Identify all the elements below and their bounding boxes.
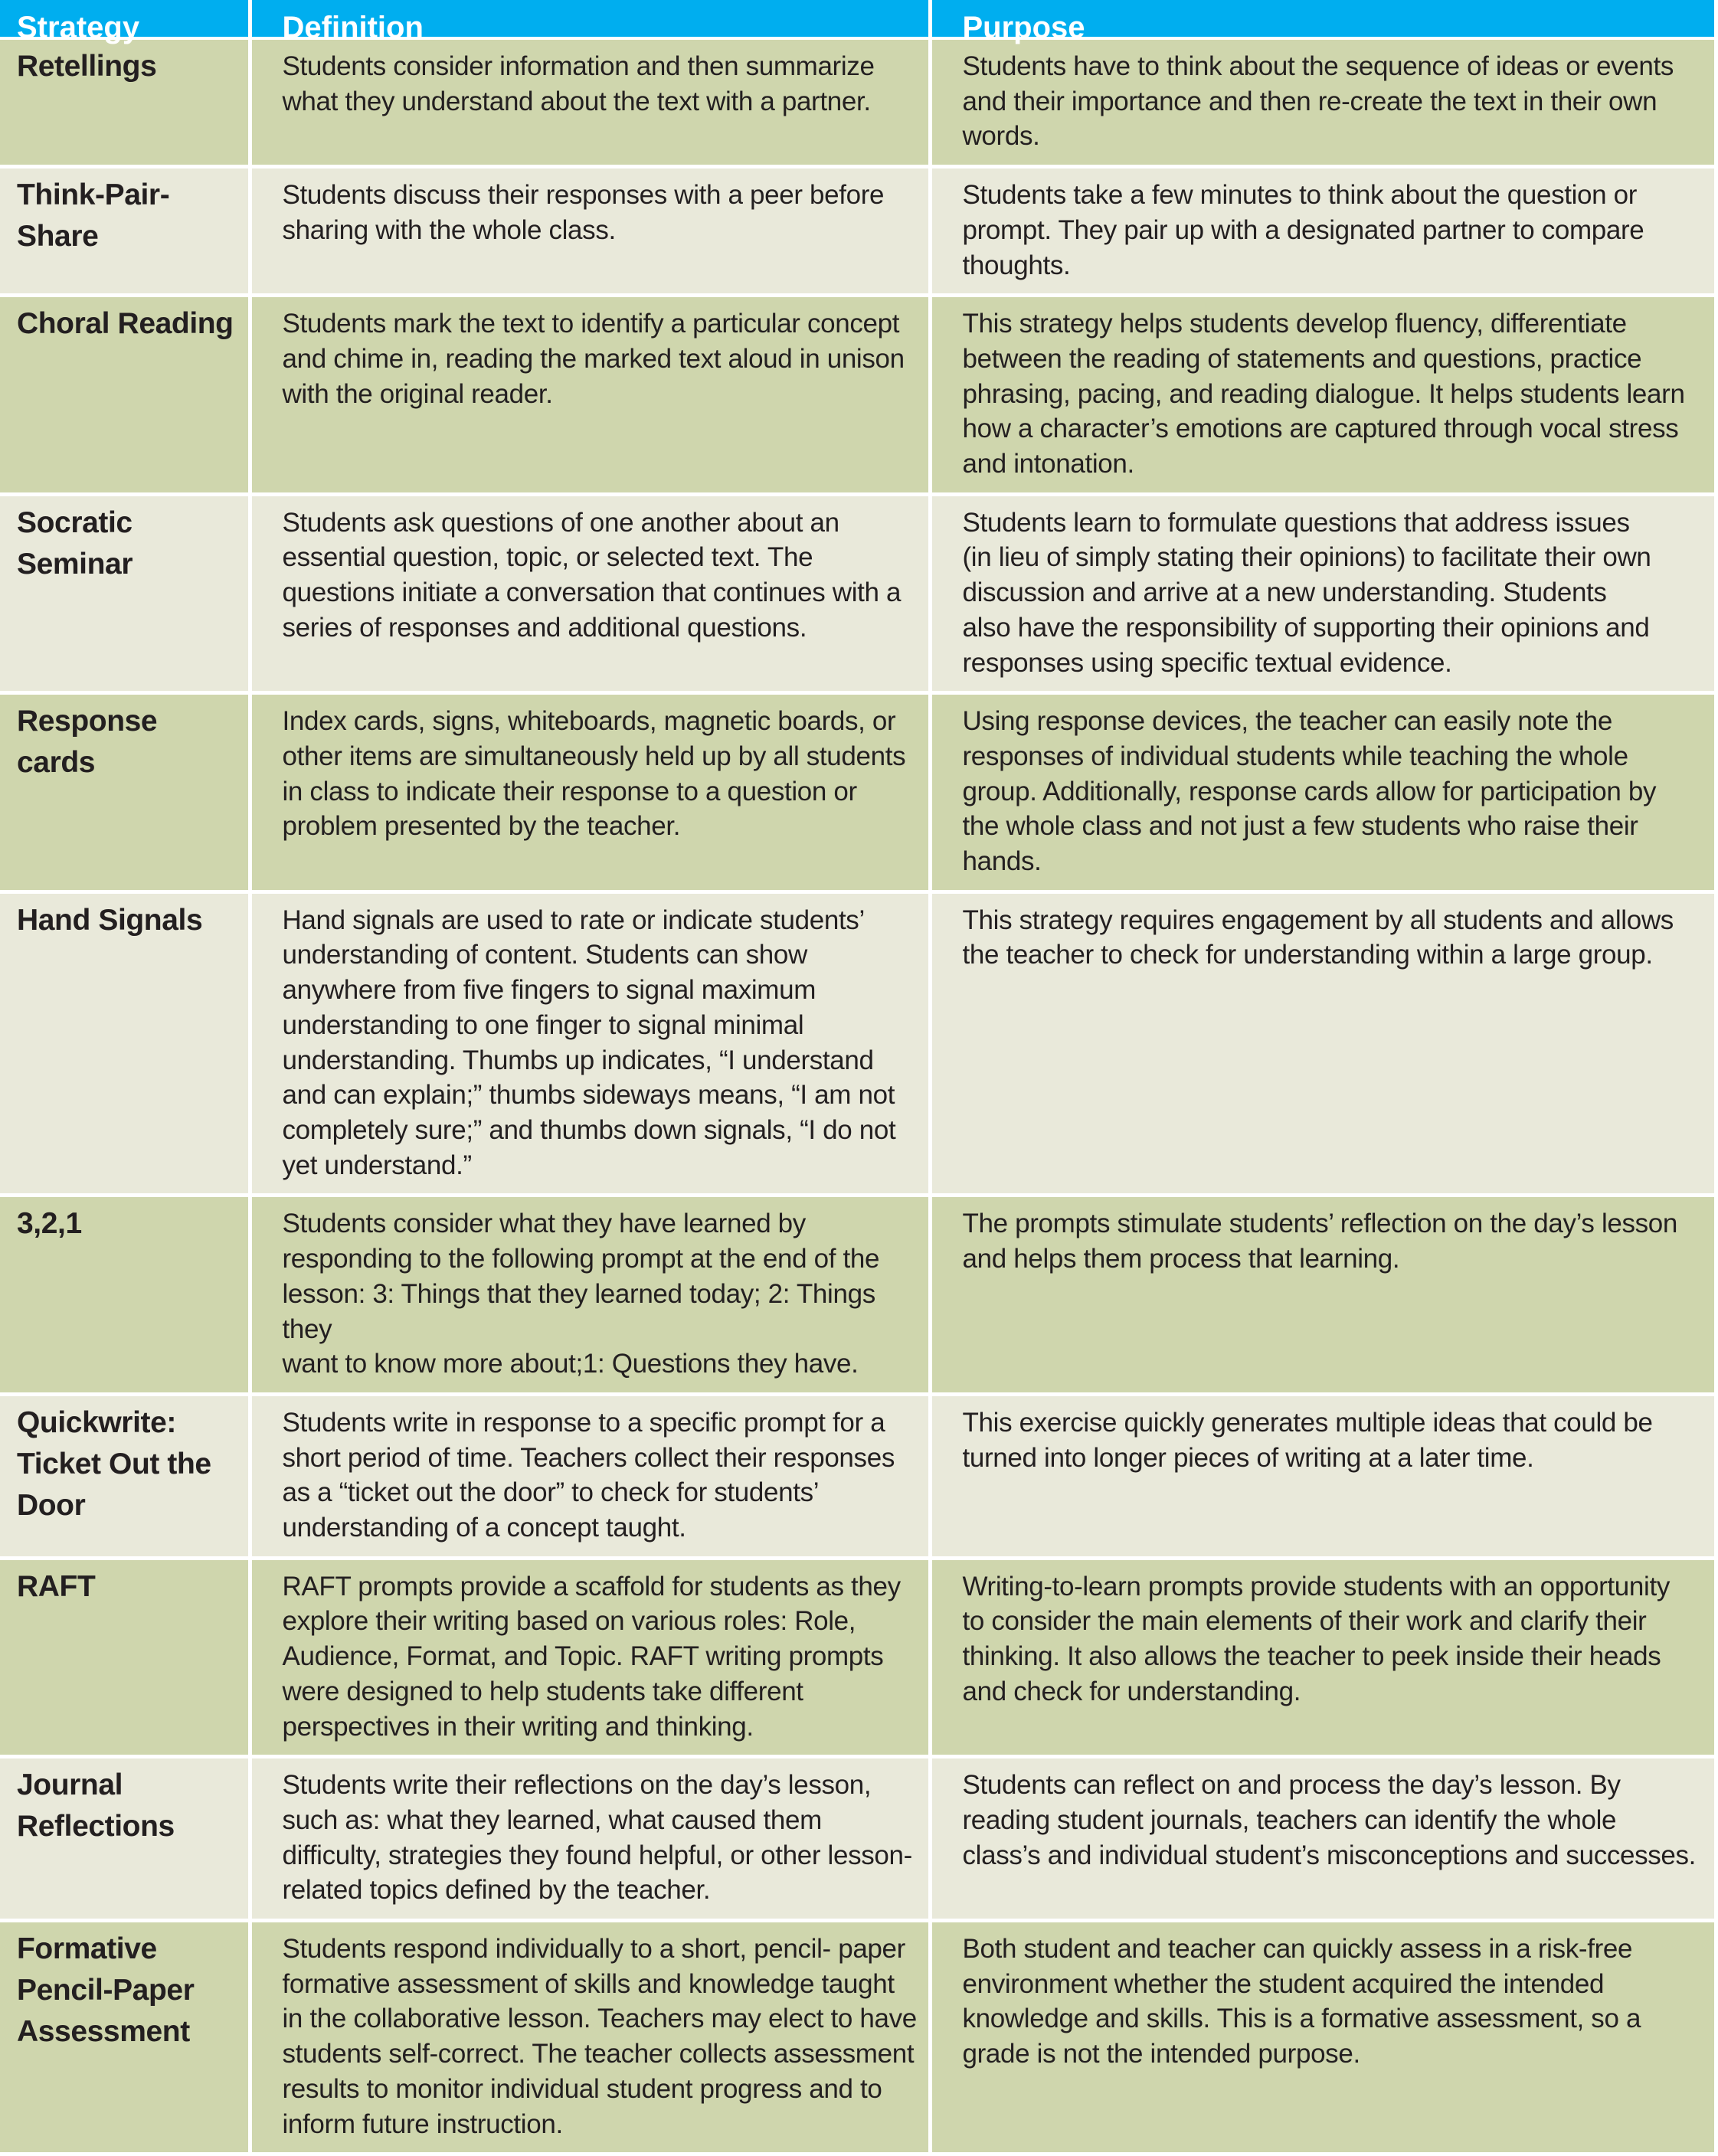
table-row	[0, 38, 1716, 167]
definition-cell	[250, 494, 930, 693]
definition-text-line: completely sure;” and thumbs down signals, “I do not	[282, 1114, 896, 1145]
strategy-text-line: Response	[17, 705, 158, 738]
table-row	[0, 1394, 1716, 1558]
strategy-text-line: Reflections	[17, 1810, 175, 1844]
definition-text-line: explore their writing based on various roles: Role,	[282, 1606, 856, 1637]
definition-text-line: Students respond individually to a short, pencil- paper	[282, 1934, 905, 1965]
table-body	[0, 38, 1716, 2154]
purpose-text-line: how a character’s emotions are captured through vocal stress	[962, 414, 1679, 444]
definition-text-line: Students discuss their responses with a peer before	[282, 180, 885, 211]
definition-cell	[250, 693, 930, 892]
definition-text-line: Students write their reflections on the day’s lesson,	[282, 1770, 872, 1801]
definition-cell	[250, 1558, 930, 1757]
definition-text-line: Students write in response to a specific prompt for a	[282, 1407, 885, 1438]
definition-text-line: what they understand about the text with a partner.	[282, 86, 871, 116]
table-row	[0, 1558, 1716, 1757]
definition-text-line: questions initiate a conversation that continues with a	[282, 577, 902, 608]
table-row	[0, 167, 1716, 296]
purpose-text-line: reading student journals, teachers can identify the whole	[962, 1804, 1617, 1835]
purpose-text-line: This strategy helps students develop fluency, differentiate	[962, 309, 1627, 339]
definition-text-line: yet understand.”	[282, 1150, 472, 1180]
purpose-cell	[930, 167, 1716, 296]
header-purpose: Purpose	[930, 0, 1716, 38]
strategy-cell	[0, 1196, 250, 1395]
table-header-row	[0, 0, 1716, 38]
definition-cell	[250, 296, 930, 495]
strategy-text-line: RAFT	[17, 1569, 96, 1603]
purpose-text-line: turned into longer pieces of writing at a later time.	[962, 1442, 1534, 1473]
definition-text-line: responding to the following prompt at the end of the	[282, 1244, 880, 1274]
purpose-text-line: thinking. It also allows the teacher to peek inside their heads	[962, 1641, 1661, 1672]
strategy-cell	[0, 296, 250, 495]
strategy-text-line: 3,2,1	[17, 1207, 82, 1241]
strategy-text-line: Socratic	[17, 505, 133, 539]
definition-cell	[250, 1394, 930, 1558]
strategy-text-line: Hand Signals	[17, 903, 203, 937]
definition-text-line: anywhere from five fingers to signal maximum	[282, 975, 816, 1006]
purpose-text-line: This exercise quickly generates multiple ideas that could be	[962, 1407, 1653, 1438]
header-definition: Definition	[250, 0, 930, 38]
strategy-text-line: Retellings	[17, 50, 157, 83]
definition-text-line: Students ask questions of one another about an	[282, 507, 839, 538]
header-strategy: Strategy	[0, 0, 250, 38]
strategy-cell	[0, 1921, 250, 2154]
definition-text-line: understanding of content. Students can show	[282, 940, 807, 970]
strategy-text-line: Assessment	[17, 2015, 190, 2049]
strategy-cell	[0, 892, 250, 1196]
strategy-cell	[0, 693, 250, 892]
definition-text-line: students self-correct. The teacher collects assessment	[282, 2039, 915, 2069]
definition-text-line: such as: what they learned, what caused them	[282, 1804, 822, 1835]
purpose-text-line: hands.	[962, 846, 1042, 877]
purpose-text-line: and helps them process that learning.	[962, 1244, 1400, 1274]
purpose-text-line: The prompts stimulate students’ reflection on the day’s lesson	[962, 1209, 1678, 1239]
purpose-cell	[930, 1757, 1716, 1921]
definition-text-line: sharing with the whole class.	[282, 214, 616, 245]
purpose-text-line: responses using specific textual evidence.	[962, 647, 1452, 678]
purpose-cell	[930, 1196, 1716, 1395]
purpose-text-line: Students can reflect on and process the day’s lesson. By	[962, 1770, 1621, 1801]
definition-text-line: related topics defined by the teacher.	[282, 1875, 711, 1906]
strategy-text-line: cards	[17, 746, 96, 780]
definition-text-line: understanding of a concept taught.	[282, 1513, 686, 1543]
definition-text-line: and chime in, reading the marked text aloud in unison	[282, 343, 905, 374]
purpose-cell	[930, 693, 1716, 892]
definition-text-line: inform future instruction.	[282, 2109, 563, 2139]
definition-text-line: other items are simultaneously held up by all students	[282, 741, 906, 771]
definition-text-line: Students consider information and then summarize	[282, 51, 875, 81]
table-row	[0, 1196, 1716, 1395]
strategy-text-line: Journal	[17, 1768, 123, 1802]
definition-text-line: understanding to one finger to signal minimal	[282, 1009, 804, 1040]
purpose-text-line: Students have to think about the sequence of ideas or events	[962, 51, 1674, 81]
purpose-cell	[930, 1558, 1716, 1757]
definition-text-line: results to monitor individual student progress and to	[282, 2073, 882, 2104]
purpose-text-line: to consider the main elements of their work and clarify their	[962, 1606, 1647, 1637]
purpose-text-line: words.	[962, 121, 1040, 152]
purpose-text-line: group. Additionally, response cards allow for participation by	[962, 776, 1657, 806]
strategy-cell	[0, 38, 250, 167]
definition-text-line: understanding. Thumbs up indicates, “I understand	[282, 1045, 874, 1075]
strategy-text-line: Share	[17, 220, 99, 254]
purpose-text-line: responses of individual students while teaching the whole	[962, 741, 1628, 771]
purpose-text-line: thoughts.	[962, 250, 1071, 280]
definition-text-line: lesson: 3: Things that they learned today; 2: Things they	[282, 1278, 875, 1344]
definition-text-line: and can explain;” thumbs sideways means, “I am not	[282, 1080, 895, 1111]
strategy-cell	[0, 1757, 250, 1921]
strategy-text-line: Quickwrite:	[17, 1405, 176, 1439]
strategy-text-line: Formative	[17, 1932, 157, 1966]
table-row	[0, 296, 1716, 495]
definition-text-line: perspectives in their writing and thinking.	[282, 1711, 754, 1742]
purpose-text-line: and check for understanding.	[962, 1676, 1301, 1706]
table-row	[0, 1757, 1716, 1921]
table-row	[0, 494, 1716, 693]
purpose-cell	[930, 1394, 1716, 1558]
purpose-cell	[930, 1921, 1716, 2154]
table-row	[0, 1921, 1716, 2154]
strategy-text-line: Door	[17, 1488, 86, 1522]
purpose-text-line: This strategy requires engagement by all students and allows	[962, 905, 1674, 935]
strategy-cell	[0, 494, 250, 693]
definition-text-line: in class to indicate their response to a question or	[282, 776, 857, 806]
strategy-cell	[0, 1558, 250, 1757]
definition-text-line: Hand signals are used to rate or indicate students’	[282, 905, 865, 935]
purpose-text-line: prompt. They pair up with a designated partner to compare	[962, 214, 1644, 245]
table-row	[0, 693, 1716, 892]
purpose-text-line: and their importance and then re-create the text in their own	[962, 86, 1657, 116]
purpose-cell	[930, 892, 1716, 1196]
definition-cell	[250, 167, 930, 296]
strategy-text-line: Pencil-Paper	[17, 1974, 195, 2007]
purpose-text-line: grade is not the intended purpose.	[962, 2039, 1360, 2069]
purpose-text-line: (in lieu of simply stating their opinions) to facilitate their own	[962, 542, 1651, 573]
strategy-text-line: Seminar	[17, 547, 133, 581]
definition-text-line: RAFT prompts provide a scaffold for students as they	[282, 1571, 901, 1601]
purpose-text-line: the whole class and not just a few students who raise their	[962, 811, 1638, 842]
definition-text-line: Students consider what they have learned by	[282, 1209, 806, 1239]
purpose-text-line: Students take a few minutes to think about the question or	[962, 180, 1638, 211]
strategy-text-line: Ticket Out the	[17, 1447, 211, 1480]
strategy-cell	[0, 1394, 250, 1558]
definition-cell	[250, 38, 930, 167]
definition-text-line: as a “ticket out the door” to check for students’	[282, 1477, 820, 1508]
purpose-text-line: and intonation.	[962, 449, 1134, 479]
definition-text-line: series of responses and additional questions.	[282, 612, 807, 643]
definition-cell	[250, 1921, 930, 2154]
purpose-cell	[930, 296, 1716, 495]
purpose-text-line: the teacher to check for understanding within a large group.	[962, 940, 1653, 970]
table-row	[0, 892, 1716, 1196]
definition-text-line: short period of time. Teachers collect their responses	[282, 1442, 895, 1473]
purpose-text-line: Students learn to formulate questions that address issues	[962, 507, 1630, 538]
definition-text-line: in the collaborative lesson. Teachers may elect to have	[282, 2004, 917, 2034]
definition-text-line: difficulty, strategies they found helpful, or other lesson-	[282, 1840, 912, 1870]
definition-text-line: were designed to help students take different	[282, 1676, 803, 1706]
purpose-cell	[930, 38, 1716, 167]
definition-text-line: want to know more about;1: Questions they have.	[282, 1349, 859, 1379]
purpose-text-line: between the reading of statements and questions, practice	[962, 343, 1642, 374]
definition-text-line: essential question, topic, or selected text. The	[282, 542, 813, 573]
definition-text-line: Audience, Format, and Topic. RAFT writing prompts	[282, 1641, 884, 1672]
strategy-text-line: Choral Reading	[17, 307, 234, 341]
strategy-cell	[0, 167, 250, 296]
purpose-text-line: class’s and individual student’s misconceptions and successes.	[962, 1840, 1697, 1870]
definition-text-line: problem presented by the teacher.	[282, 811, 681, 842]
strategy-text-line: Think-Pair-	[17, 178, 170, 212]
purpose-text-line: Both student and teacher can quickly assess in a risk-free	[962, 1934, 1633, 1965]
purpose-text-line: knowledge and skills. This is a formative assessment, so a	[962, 2004, 1641, 2034]
purpose-cell	[930, 494, 1716, 693]
purpose-text-line: Writing-to-learn prompts provide students with an opportunity	[962, 1571, 1670, 1601]
purpose-text-line: phrasing, pacing, and reading dialogue. It helps students learn	[962, 378, 1685, 409]
purpose-text-line: environment whether the student acquired the intended	[962, 1968, 1605, 1999]
purpose-text-line: discussion and arrive at a new understanding. Students	[962, 577, 1607, 608]
definition-text-line: with the original reader.	[282, 378, 553, 409]
definition-text-line: Index cards, signs, whiteboards, magnetic boards, or	[282, 706, 896, 737]
definition-cell	[250, 892, 930, 1196]
definition-cell	[250, 1757, 930, 1921]
definition-text-line: formative assessment of skills and knowledge taught	[282, 1968, 895, 1999]
definition-cell	[250, 1196, 930, 1395]
definition-text-line: Students mark the text to identify a particular concept	[282, 309, 900, 339]
purpose-text-line: Using response devices, the teacher can easily note the	[962, 706, 1612, 737]
purpose-text-line: also have the responsibility of supporting their opinions and	[962, 612, 1650, 643]
